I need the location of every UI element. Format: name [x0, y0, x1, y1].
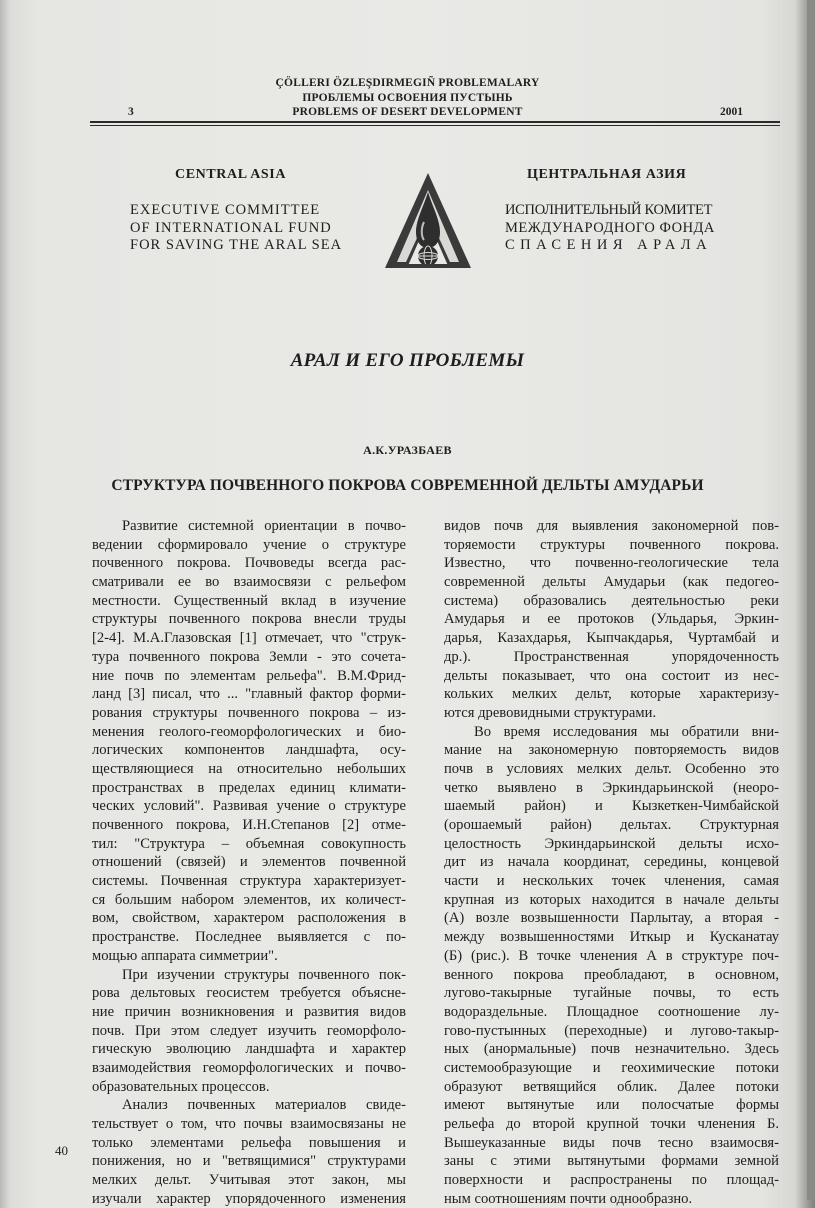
text-line: ведении сформировало учение о структуре	[92, 536, 406, 553]
text-line: лугово-такырные тугайные почвы, то есть	[444, 985, 779, 1002]
text-line: ние причин возникновения и развития видов	[92, 1003, 406, 1020]
text-line: почв в условиях мелких дельт. Особенно это	[444, 760, 779, 777]
text-line: ществляющиеся на относительно небольших	[92, 760, 406, 777]
text-line: системообразующие и геохимические потоки	[444, 1059, 779, 1076]
text-line: Анализ почвенных материалов свиде-	[122, 1097, 406, 1114]
header-rule-thick	[90, 121, 780, 123]
issue-number: 3	[128, 106, 134, 118]
org-name-russian-line: ИСПОЛНИТЕЛЬНЫЙ КОМИТЕТ	[505, 202, 713, 218]
aral-fund-logo-icon	[383, 170, 473, 270]
text-line: [2-4]. М.А.Глазовская [1] отмечает, что "струк-	[92, 630, 406, 647]
text-line: системы. Почвенная структура характеризует-	[92, 873, 406, 890]
text-line: почвенного покрова. Почвоведы всегда рас-	[92, 555, 406, 572]
text-line: местности. Существенный вклад в изучение	[92, 592, 406, 609]
text-line: крупная из которых находится в начале дельты	[444, 891, 779, 908]
text-line: рования структуры почвенного покрова – из-	[92, 704, 406, 721]
text-line: почвенного покрова, И.Н.Степанов [2] отме-	[92, 817, 406, 833]
article-column-right	[444, 517, 779, 1208]
text-line: др.). Пространственная упорядоченность	[444, 648, 779, 665]
publication-year: 2001	[720, 106, 743, 118]
text-line: видов почв для выявления закономерной пов-	[444, 518, 779, 534]
text-line: торяемости структуры почвенного покрова.	[444, 536, 779, 553]
header-rule-thin	[90, 125, 780, 126]
text-line: образуют ветвящийся облик. Далее потоки	[444, 1078, 779, 1095]
text-line: ние почв по элементам рельефа". В.М.Фрид-	[92, 667, 406, 684]
text-line: тура почвенного покрова Земли - это сочета-	[92, 648, 406, 665]
text-line: пространстве. Последнее выявляется с по-	[92, 929, 406, 946]
section-title: АРАЛ И ЕГО ПРОБЛЕМЫ	[290, 350, 525, 371]
article-column-left	[92, 517, 406, 1208]
text-line: взаимодействия геоморфологических и почво-	[92, 1059, 406, 1076]
text-line: гическую эволюцию ландшафта и характер	[92, 1041, 406, 1058]
text-line: структуры почвенного покрова внесли труды	[92, 611, 406, 628]
text-line: тил: "Структура – объемная совокупность	[92, 835, 406, 852]
org-region-english: CENTRAL ASIA	[175, 167, 287, 182]
text-line: Во время исследования мы обратили вни-	[474, 723, 779, 740]
text-line: ются древовидными структурами.	[444, 704, 657, 721]
org-name-english-line: FOR SAVING THE ARAL SEA	[130, 237, 343, 253]
text-line: При изучении структуры почвенного пок-	[122, 966, 406, 983]
text-line: изучали характер упорядоченного изменения	[92, 1190, 406, 1207]
text-line: только элементами рельефа повышения и	[92, 1134, 406, 1151]
text-line: логических компонентов ландшафта, осу-	[92, 742, 406, 759]
text-line: дельты показывает, что она состоит из нес-	[444, 667, 779, 684]
org-name-english-line: OF INTERNATIONAL FUND	[130, 219, 332, 236]
text-line: понижения, но и "ветвящимися" структурами	[92, 1153, 406, 1170]
text-line: образовательных процессов.	[92, 1078, 270, 1095]
text-line: почв. При этом следует изучить геоморфоло-	[92, 1022, 406, 1039]
page-number: 40	[55, 1143, 68, 1158]
text-line: система) образовались деятельностью реки	[444, 592, 779, 609]
text-line: Вышеуказанные виды почв тесно взаимосвя-	[444, 1134, 779, 1151]
text-line: ланд [3] писал, что ... "главный фактор форми-	[92, 686, 406, 703]
text-line: четко выявлено в Эркиндарьинской (неоро-	[444, 779, 779, 796]
text-line: целостность Эркиндарьинской дельты исхо-	[444, 835, 779, 852]
org-name-russian-line: СПАСЕНИЯ АРАЛА	[505, 237, 713, 253]
org-name-english-line: EXECUTIVE COMMITTEE	[130, 202, 321, 218]
page-edge-shadow	[807, 0, 815, 1200]
org-region-russian: ЦЕНТРАЛЬНАЯ АЗИЯ	[527, 167, 687, 182]
text-line: ся большим набором элементов, их количест-	[92, 891, 406, 908]
article-author: А.К.УРАЗБАЕВ	[363, 443, 452, 457]
text-line: Амударья и ее протоков (Ульдарья, Эркин-	[444, 611, 779, 628]
text-line: современной дельты Амударьи (как педогео-	[444, 574, 779, 591]
text-line: имеют вытянутые или полосчатые формы	[444, 1097, 779, 1114]
text-line: вом, свойством, характером расположения в	[92, 910, 406, 927]
text-line: дит из начала координат, середины, концевой	[444, 854, 779, 871]
text-line: шаемый район) и Кызкеткен-Чимбайской	[444, 798, 779, 815]
text-line: гово-пустынных (переходные) и лугово-такыр-	[444, 1022, 779, 1039]
text-line: мание на закономерную повторяемость видов	[444, 742, 779, 759]
text-line: части и нескольких точек членения, самая	[444, 873, 779, 890]
text-line: (Б) (рис.). В точке членения А в структуре поч-	[444, 947, 779, 964]
text-line: Развитие системной ориентации в почво-	[122, 518, 406, 534]
text-line: ным соотношениям почти однообразно.	[444, 1190, 693, 1207]
org-name-english	[130, 202, 342, 255]
journal-title-russian: ПРОБЛЕМЫ ОСВОЕНИЯ ПУСТЫНЬ	[302, 92, 513, 104]
journal-title-turkmen: ÇÖLLERI ÖZLEŞDIRMEGIÑ PROBLEMALARY	[275, 77, 540, 89]
org-name-russian	[505, 202, 715, 255]
article-title: СТРУКТУРА ПОЧВЕННОГО ПОКРОВА СОВРЕМЕННОЙ ДЕЛЬТЫ АМУДАРЬИ	[111, 477, 704, 494]
text-line: венного покрова преобладают, в основном,	[444, 966, 779, 983]
text-line: тельствует о том, что почвы взаимосвязаны не	[92, 1116, 406, 1132]
org-name-russian-line: МЕЖДУНАРОДНОГО ФОНДА	[505, 219, 715, 236]
text-line: дарья, Казахдарья, Кыпчакдарья, Чуртамбай и	[444, 630, 779, 647]
text-line: рельефа до второй крупной точки членения Б.	[444, 1116, 779, 1132]
text-line: ных (анормальные) почв незначительно. Здесь	[444, 1041, 779, 1058]
text-line: сматривали ее во взаимосвязи с рельефом	[92, 574, 406, 591]
text-line: мощью аппарата симметрии".	[92, 947, 278, 964]
text-line: (орошаемый район) дельтах. Структурная	[444, 817, 779, 833]
text-line: ческих условий". Развивая учение о структуре	[92, 798, 406, 815]
text-line: кольких мелких дельт, которые характеризу-	[444, 686, 779, 703]
text-line: между возвышенностями Иткыр и Кусканатау	[444, 929, 779, 946]
text-line: (А) возле возвышенности Парлытау, а вторая -	[444, 910, 779, 927]
text-line: пространствах в пределах единиц климати-	[92, 779, 406, 796]
journal-title-english: PROBLEMS OF DESERT DEVELOPMENT	[292, 106, 523, 118]
text-line: мелких дельт. Учитывая этот закон, мы	[92, 1172, 406, 1189]
text-line: поверхности и распространены по площад-	[444, 1172, 779, 1189]
text-line: Известно, что почвенно-геологические тела	[444, 555, 779, 572]
text-line: водораздельные. Площадное соотношение лу-	[444, 1003, 779, 1020]
text-line: заны с этими вытянутыми формами земной	[444, 1153, 779, 1170]
text-line: отношений (связей) и элементов почвенной	[92, 854, 406, 871]
text-line: менения геолого-геоморфологических и био-	[92, 723, 406, 740]
text-line: рова дельтовых геосистем требуется объясне-	[92, 985, 406, 1002]
